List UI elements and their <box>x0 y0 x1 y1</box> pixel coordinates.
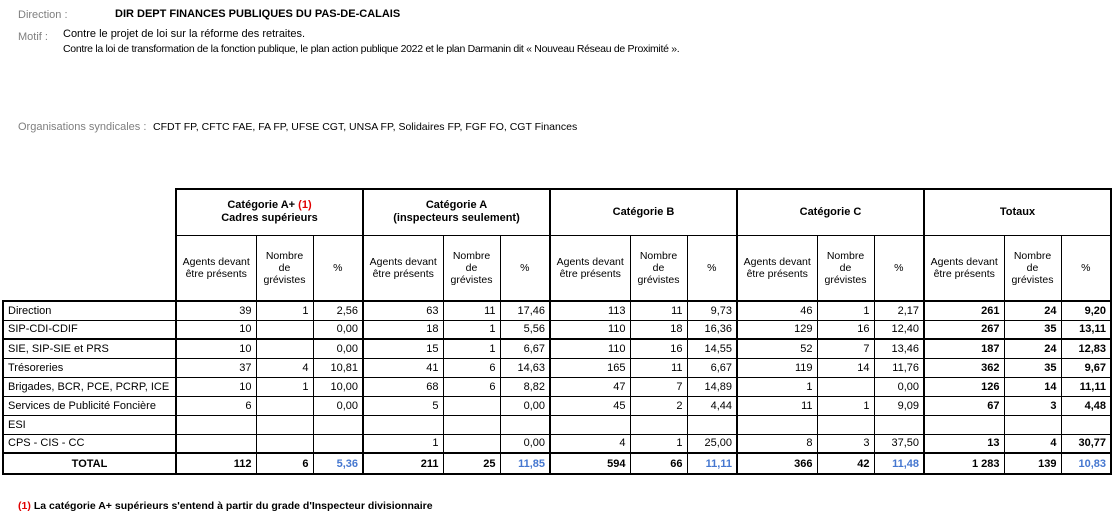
value-cell: 6 <box>443 358 500 377</box>
value-cell: 267 <box>924 320 1004 339</box>
value-cell: 11 <box>630 301 687 320</box>
value-cell: 45 <box>550 396 630 415</box>
value-cell: 139 <box>1004 453 1061 474</box>
value-cell: 113 <box>550 301 630 320</box>
value-cell <box>256 396 313 415</box>
value-cell: 47 <box>550 377 630 396</box>
value-cell: 25 <box>443 453 500 474</box>
value-cell: 11 <box>630 358 687 377</box>
value-cell: 0,00 <box>500 434 550 453</box>
value-cell: 37,50 <box>874 434 924 453</box>
subheader-grevistes: Nombre de grévistes <box>443 235 500 301</box>
value-cell: 13 <box>924 434 1004 453</box>
group-title: Catégorie B <box>612 205 675 218</box>
value-cell: 4 <box>550 434 630 453</box>
value-cell: 17,46 <box>500 301 550 320</box>
value-cell: 165 <box>550 358 630 377</box>
value-cell: 63 <box>363 301 443 320</box>
group-title: Catégorie A <box>425 199 488 212</box>
value-cell: 18 <box>363 320 443 339</box>
value-cell: 362 <box>924 358 1004 377</box>
value-cell: 66 <box>630 453 687 474</box>
value-cell: 11 <box>737 396 817 415</box>
row-label: SIP-CDI-CDIF <box>3 320 176 339</box>
footnote-ref: (1) <box>298 199 312 212</box>
value-cell: 42 <box>817 453 874 474</box>
value-cell <box>443 396 500 415</box>
value-cell: 2,17 <box>874 301 924 320</box>
value-cell: 8 <box>737 434 817 453</box>
value-cell <box>874 415 924 434</box>
value-cell: 14 <box>817 358 874 377</box>
value-cell: 9,09 <box>874 396 924 415</box>
table-row <box>3 301 1111 320</box>
value-cell <box>817 415 874 434</box>
group-header-totaux <box>924 189 1111 235</box>
group-header-categorie-b <box>550 189 737 235</box>
group-header-categorie-a <box>363 189 550 235</box>
value-cell: 14,89 <box>687 377 737 396</box>
value-cell: 16 <box>630 339 687 358</box>
value-cell: 0,00 <box>874 377 924 396</box>
value-cell <box>176 415 256 434</box>
row-label: Trésoreries <box>3 358 176 377</box>
value-cell: 6,67 <box>687 358 737 377</box>
value-cell: 1 <box>817 396 874 415</box>
organisations-label: Organisations syndicales : <box>18 121 147 133</box>
value-cell: 366 <box>737 453 817 474</box>
subheader-grevistes: Nombre de grévistes <box>1004 235 1061 301</box>
value-cell <box>256 320 313 339</box>
value-cell <box>737 415 817 434</box>
value-cell: 1 <box>817 301 874 320</box>
value-cell: 11 <box>443 301 500 320</box>
value-cell <box>924 415 1004 434</box>
value-cell: 5,56 <box>500 320 550 339</box>
value-cell: 11,11 <box>1061 377 1111 396</box>
value-cell: 261 <box>924 301 1004 320</box>
value-cell: 35 <box>1004 358 1061 377</box>
value-cell: 10,83 <box>1061 453 1111 474</box>
value-cell: 16 <box>817 320 874 339</box>
value-cell <box>500 415 550 434</box>
value-cell <box>313 434 363 453</box>
value-cell: 1 <box>630 434 687 453</box>
table-row <box>3 434 1111 453</box>
value-cell: 1 <box>443 320 500 339</box>
value-cell: 594 <box>550 453 630 474</box>
group-title: Totaux <box>999 205 1036 218</box>
subheader-agents: Agents devant être présents <box>924 235 1004 301</box>
value-cell: 4 <box>256 358 313 377</box>
value-cell: 12,83 <box>1061 339 1111 358</box>
value-cell <box>176 434 256 453</box>
subheader-agents: Agents devant être présents <box>363 235 443 301</box>
subheader-percent: % <box>874 235 924 301</box>
group-subtitle: (inspecteurs seulement) <box>393 212 520 225</box>
group-header-row <box>3 189 1111 235</box>
value-cell <box>443 415 500 434</box>
row-label: Services de Publicité Foncière <box>3 396 176 415</box>
strike-statistics-table-wrap <box>2 188 1112 475</box>
group-title: Catégorie A+ (1) <box>227 199 312 212</box>
total-row <box>3 453 1111 474</box>
value-cell <box>1004 415 1061 434</box>
value-cell: 14,63 <box>500 358 550 377</box>
value-cell: 11,76 <box>874 358 924 377</box>
value-cell: 12,40 <box>874 320 924 339</box>
value-cell: 6 <box>176 396 256 415</box>
value-cell: 24 <box>1004 301 1061 320</box>
row-label: Direction <box>3 301 176 320</box>
value-cell <box>443 434 500 453</box>
value-cell: 39 <box>176 301 256 320</box>
value-cell: 0,00 <box>313 320 363 339</box>
value-cell: 9,73 <box>687 301 737 320</box>
row-label: CPS - CIS - CC <box>3 434 176 453</box>
value-cell: 1 <box>363 434 443 453</box>
value-cell: 2,56 <box>313 301 363 320</box>
subheader-agents: Agents devant être présents <box>550 235 630 301</box>
strike-statistics-table <box>2 188 1112 475</box>
value-cell: 1 <box>737 377 817 396</box>
footnote <box>18 500 433 512</box>
value-cell: 110 <box>550 320 630 339</box>
organisations-value: CFDT FP, CFTC FAE, FA FP, UFSE CGT, UNSA FP, Solidaires FP, FGF FO, CGT Finances <box>153 121 578 133</box>
value-cell: 35 <box>1004 320 1061 339</box>
value-cell: 10 <box>176 339 256 358</box>
direction-value: DIR DEPT FINANCES PUBLIQUES DU PAS-DE-CALAIS <box>115 8 401 20</box>
value-cell: 13,11 <box>1061 320 1111 339</box>
subheader-percent: % <box>1061 235 1111 301</box>
value-cell: 1 <box>256 377 313 396</box>
table-row <box>3 320 1111 339</box>
value-cell: 1 <box>443 339 500 358</box>
value-cell: 3 <box>817 434 874 453</box>
value-cell <box>313 415 363 434</box>
direction-label: Direction : <box>18 9 68 21</box>
subheader-percent: % <box>687 235 737 301</box>
value-cell: 11,11 <box>687 453 737 474</box>
value-cell: 0,00 <box>313 396 363 415</box>
value-cell: 5 <box>363 396 443 415</box>
value-cell: 30,77 <box>1061 434 1111 453</box>
value-cell: 1 <box>256 301 313 320</box>
value-cell: 37 <box>176 358 256 377</box>
value-cell: 8,82 <box>500 377 550 396</box>
subheader-agents: Agents devant être présents <box>737 235 817 301</box>
corner-spacer <box>3 189 176 235</box>
table-body <box>3 301 1111 474</box>
value-cell: 6,67 <box>500 339 550 358</box>
subheader-agents: Agents devant être présents <box>176 235 256 301</box>
value-cell: 0,00 <box>500 396 550 415</box>
table-row <box>3 339 1111 358</box>
value-cell <box>687 415 737 434</box>
value-cell: 4,44 <box>687 396 737 415</box>
value-cell: 6 <box>443 377 500 396</box>
value-cell: 14,55 <box>687 339 737 358</box>
subheader-percent: % <box>313 235 363 301</box>
value-cell <box>363 415 443 434</box>
value-cell: 10,81 <box>313 358 363 377</box>
motif-label: Motif : <box>18 31 48 43</box>
value-cell: 11,85 <box>500 453 550 474</box>
row-label: ESI <box>3 415 176 434</box>
subheader-percent: % <box>500 235 550 301</box>
group-header-categorie-a-plus <box>176 189 363 235</box>
group-subtitle: Cadres supérieurs <box>221 212 318 225</box>
value-cell: 10,00 <box>313 377 363 396</box>
value-cell: 112 <box>176 453 256 474</box>
table-row <box>3 415 1111 434</box>
value-cell: 24 <box>1004 339 1061 358</box>
table-row <box>3 396 1111 415</box>
value-cell: 46 <box>737 301 817 320</box>
value-cell: 1 283 <box>924 453 1004 474</box>
value-cell: 16,36 <box>687 320 737 339</box>
motif-line-2: Contre la loi de transformation de la fonction publique, le plan action publique 2022 et le plan Darmanin dit « Nouveau Réseau de Proximité ». <box>63 43 680 55</box>
value-cell: 5,36 <box>313 453 363 474</box>
value-cell: 9,67 <box>1061 358 1111 377</box>
table-row <box>3 358 1111 377</box>
value-cell <box>1061 415 1111 434</box>
subheader-grevistes: Nombre de grévistes <box>256 235 313 301</box>
footnote-text: La catégorie A+ supérieurs s'entend à partir du grade d'Inspecteur divisionnaire <box>33 500 433 512</box>
table-row <box>3 377 1111 396</box>
value-cell: 110 <box>550 339 630 358</box>
value-cell: 67 <box>924 396 1004 415</box>
value-cell: 187 <box>924 339 1004 358</box>
value-cell: 129 <box>737 320 817 339</box>
value-cell: 18 <box>630 320 687 339</box>
value-cell: 119 <box>737 358 817 377</box>
value-cell: 11,48 <box>874 453 924 474</box>
value-cell <box>256 339 313 358</box>
subheader-grevistes: Nombre de grévistes <box>630 235 687 301</box>
value-cell: 7 <box>817 339 874 358</box>
value-cell <box>817 377 874 396</box>
value-cell: 4,48 <box>1061 396 1111 415</box>
value-cell: 4 <box>1004 434 1061 453</box>
value-cell <box>630 415 687 434</box>
value-cell: 9,20 <box>1061 301 1111 320</box>
corner-spacer <box>3 235 176 301</box>
value-cell: 3 <box>1004 396 1061 415</box>
value-cell: 6 <box>256 453 313 474</box>
sub-header-row <box>3 235 1111 301</box>
value-cell: 7 <box>630 377 687 396</box>
footnote-marker: (1) <box>18 500 31 512</box>
value-cell: 10 <box>176 320 256 339</box>
group-title: Catégorie C <box>799 205 862 218</box>
row-label: TOTAL <box>3 453 176 474</box>
value-cell <box>256 415 313 434</box>
value-cell <box>550 415 630 434</box>
row-label: SIE, SIP-SIE et PRS <box>3 339 176 358</box>
value-cell: 52 <box>737 339 817 358</box>
value-cell: 25,00 <box>687 434 737 453</box>
row-label: Brigades, BCR, PCE, PCRP, ICE <box>3 377 176 396</box>
value-cell: 10 <box>176 377 256 396</box>
value-cell: 211 <box>363 453 443 474</box>
group-header-categorie-c <box>737 189 924 235</box>
value-cell: 15 <box>363 339 443 358</box>
value-cell: 2 <box>630 396 687 415</box>
value-cell: 68 <box>363 377 443 396</box>
value-cell: 13,46 <box>874 339 924 358</box>
value-cell: 0,00 <box>313 339 363 358</box>
value-cell: 14 <box>1004 377 1061 396</box>
value-cell: 41 <box>363 358 443 377</box>
subheader-grevistes: Nombre de grévistes <box>817 235 874 301</box>
motif-line-1: Contre le projet de loi sur la réforme des retraites. <box>63 28 306 40</box>
value-cell <box>256 434 313 453</box>
value-cell: 126 <box>924 377 1004 396</box>
